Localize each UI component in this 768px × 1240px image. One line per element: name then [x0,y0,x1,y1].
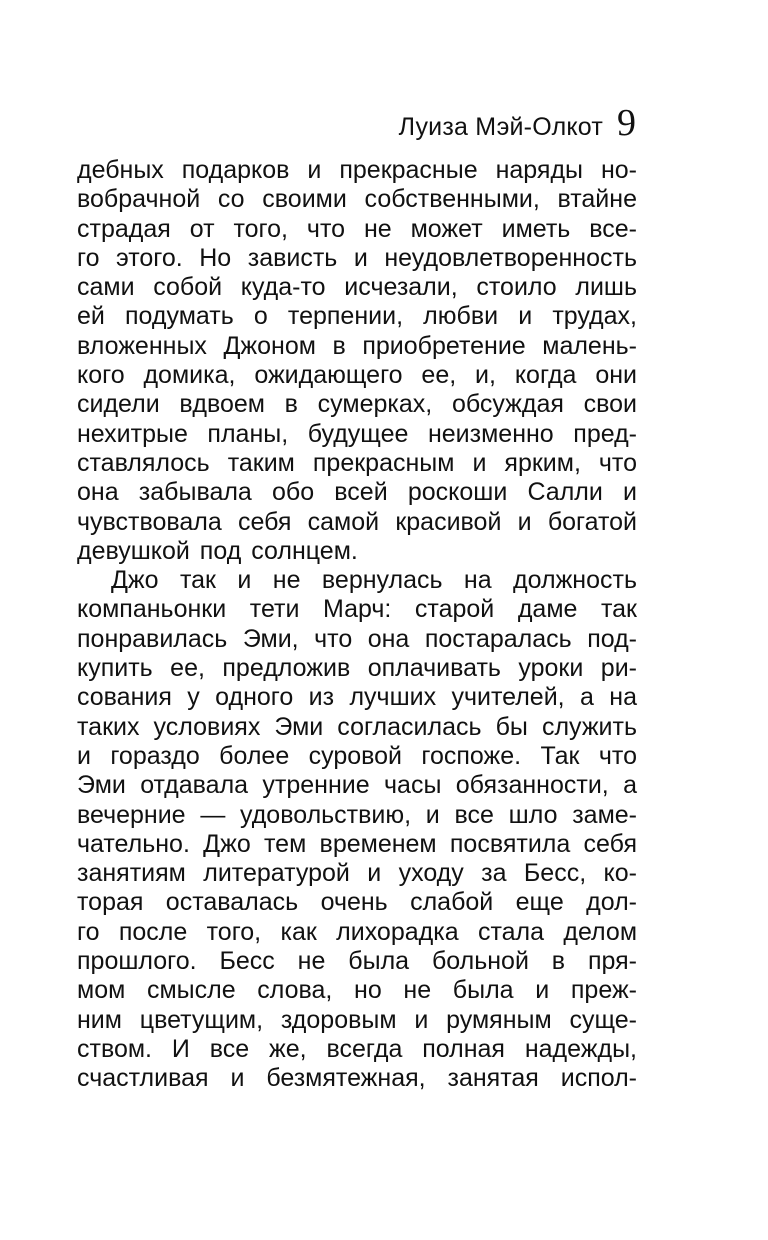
text-line: таких условиях Эми согласилась бы служить [77,712,637,741]
text-line: она забывала обо всей роскоши Салли и [77,478,637,507]
text-line: го после того, как лихорадка стала делом [77,917,637,946]
text-line: го этого. Но зависть и неудовлетворенность [77,243,637,272]
text-line: компаньонки тети Марч: старой даме так [77,595,637,624]
paragraph-1 [77,156,637,566]
text-line: дебных подарков и прекрасные наряды но- [77,156,637,184]
page-number: 9 [617,102,636,144]
text-line: мом смысле слова, но не была и преж- [77,976,637,1005]
text-line: девушкой под солнцем. [77,536,358,565]
running-header [399,104,636,146]
text-line: сования у одного из лучших учителей, а на [77,683,637,712]
text-line: торая оставалась очень слабой еще дол- [77,888,637,917]
text-line: чательно. Джо тем временем посвятила себя [77,829,637,858]
text-line: ставлялось таким прекрасным и ярким, что [77,448,637,477]
text-line: счастливая и безмятежная, занятая испол- [77,1064,637,1093]
text-line: Эми отдавала утренние часы обязанности, а [77,771,637,800]
text-line: вобрачной со своими собственными, втайне [77,185,637,214]
text-line: купить ее, предложив оплачивать уроки ри- [77,654,637,683]
text-line: вложенных Джоном в приобретение малень- [77,331,637,360]
text-line: сами собой куда-то исчезали, стоило лишь [77,273,637,302]
text-line: прошлого. Бесс не была больной в пря- [77,947,637,976]
paragraph-2 [77,566,637,1093]
text-line: Джо так и не вернулась на должность [111,566,637,595]
text-line: ей подумать о терпении, любви и трудах, [77,302,637,331]
running-header-author: Луиза Мэй-Олкот [398,113,603,141]
text-line: и гораздо более суровой госпоже. Так что [77,741,637,770]
text-line: чувствовала себя самой красивой и богатой [77,507,637,536]
text-line: страдая от того, что не может иметь все- [77,214,637,243]
body-text [77,156,637,1094]
text-line: ним цветущим, здоровым и румяным суще- [77,1005,637,1034]
text-line: кого домика, ожидающего ее, и, когда они [77,361,637,390]
text-line: ством. И все же, всегда полная надежды, [77,1034,637,1063]
text-line: нехитрые планы, будущее неизменно пред- [77,419,637,448]
text-line: вечерние — удовольствию, и все шло заме- [77,800,637,829]
text-line: понравилась Эми, что она постаралась под- [77,624,637,653]
text-line: сидели вдвоем в сумерках, обсуждая свои [77,390,637,419]
text-line: занятиям литературой и уходу за Бесс, ко- [77,859,637,888]
